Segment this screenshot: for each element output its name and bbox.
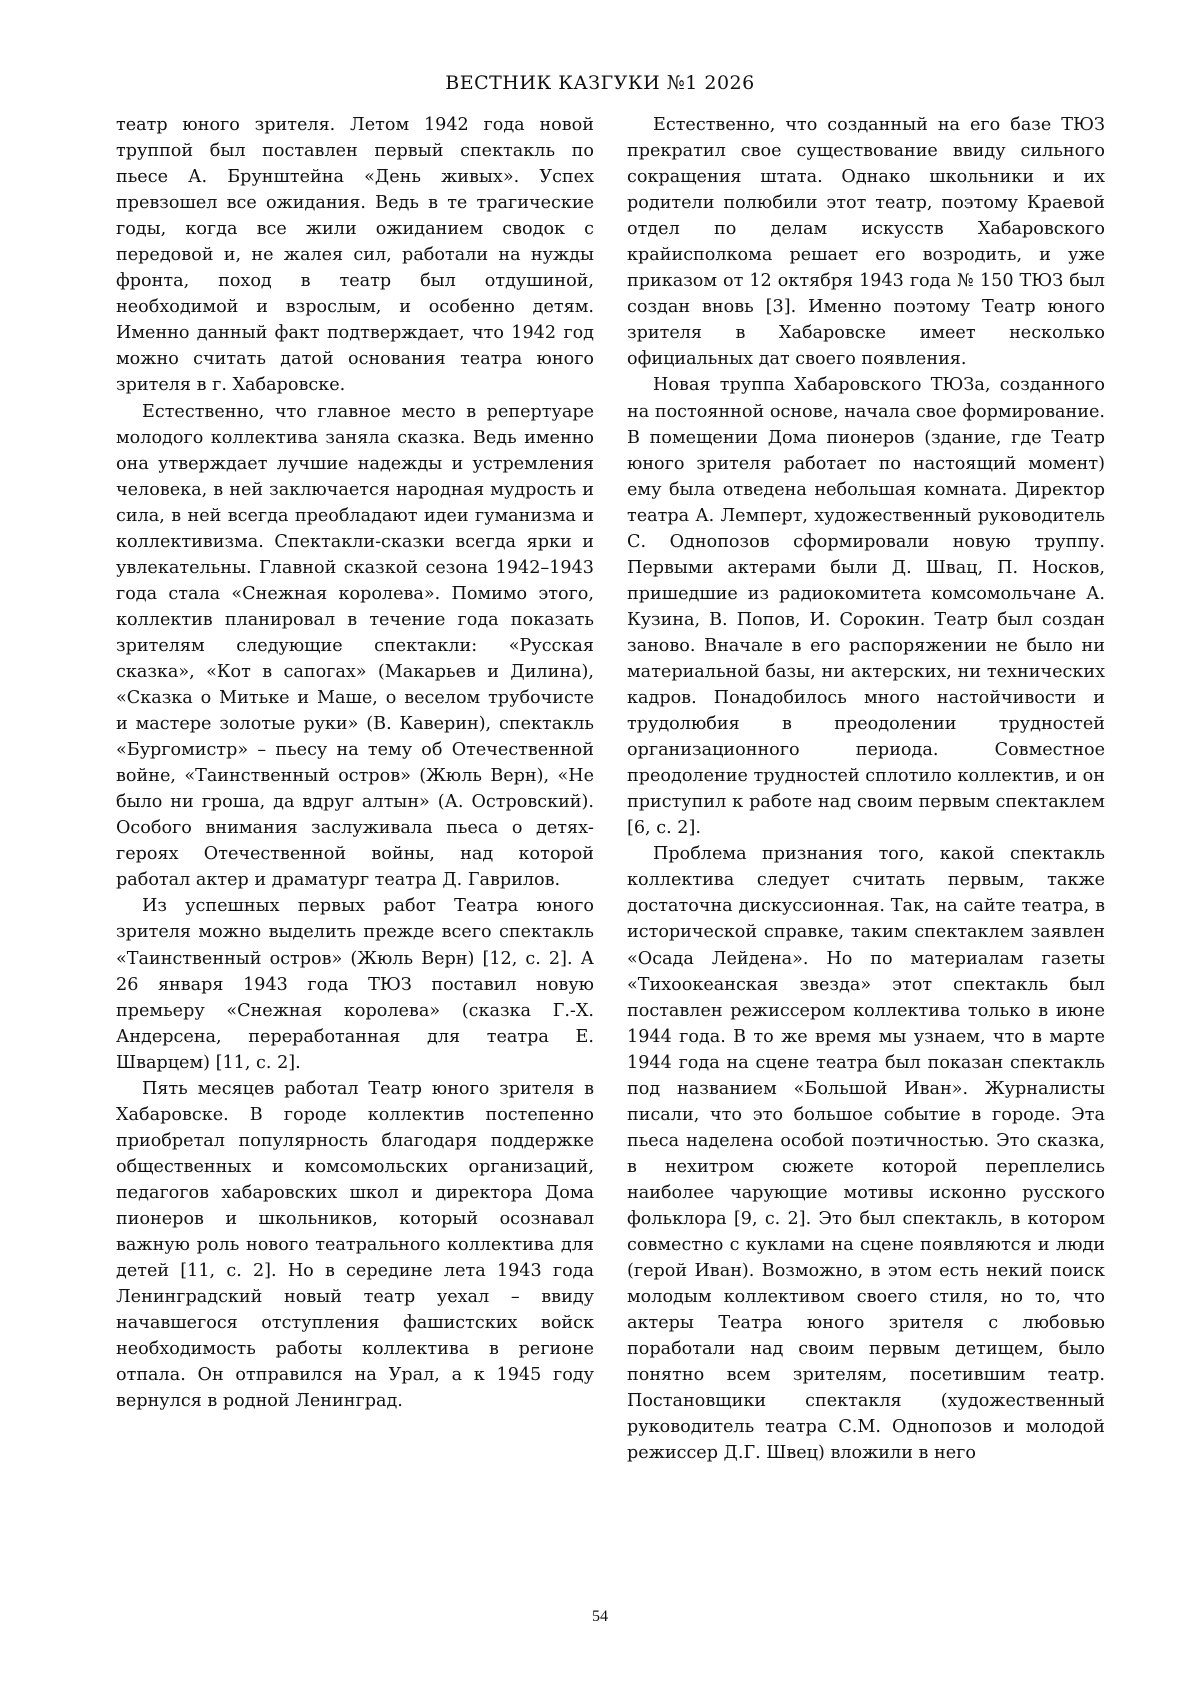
paragraph: Естественно, что главное место в репертуаре молодого коллектива заняла сказка. Ведь именно она утверждает лучшие надежды и устремления человека, в ней заключается народная мудрость и сила, в ней всегда преобладают идеи гуманизма и коллективизма. Спектакли-сказки всегда ярки и увлекательны. Главной сказкой сезона 1942–1943 года стала «Снежная королева». Помимо этого, коллектив планировал в течение года показать зрителям следующие спектакли: «Русская сказка», «Кот в сапогах» (Макарьев и Дилина), «Сказка о Митьке и Маше, о веселом трубочисте и мастере золотые руки» (В. Каверин), спектакль «Бургомистр» – пьесу на тему об Отечественной войне, «Таинственный остров» (Жюль Верн), «Не было ни гроша, да вдруг алтын» (А. Островский). Особого внимания заслуживала пьеса о детях-героях Отечественной войны, над которой работал актер и драматург театра Д. Гаврилов.: [116, 401, 594, 891]
paragraph: театр юного зрителя. Летом 1942 года новой труппой был поставлен первый спектакль по пьесе А. Брунштейна «День живых». Успех превзошел все ожидания. Ведь в те трагические годы, когда все жили ожиданием сводок с передовой и, не жалея сил, работали на нужды фронта, поход в театр был отдушиной, необходимой и взрослым, и особенно детям. Именно данный факт подтверждает, что 1942 год можно считать датой основания театра юного зрителя в г. Хабаровске.: [116, 115, 594, 396]
paragraph: Новая труппа Хабаровского ТЮЗа, созданного на постоянной основе, начала свое формирование. В помещении Дома пионеров (здание, где Театр юного зрителя работает по настоящий момент) ему была отведена небольшая комната. Директор театра А. Лемперт, художественный руководитель С. Однопозов сформировали новую труппу. Первыми актерами были Д. Швац, П. Носков, пришедшие из радиокомитета комсомольчане А. Кузина, В. Попов, И. Сорокин. Театр был создан заново. Вначале в его распоряжении не было ни материальной базы, ни актерских, ни технических кадров. Понадобилось много настойчивости и трудолюбия в преодолении трудностей организационного периода. Совместное преодоление трудностей сплотило коллектив, и он приступил к работе над своим первым спектаклем [6, с. 2].: [627, 375, 1105, 839]
paragraph: Пять месяцев работал Театр юного зрителя в Хабаровске. В городе коллектив постепенно приобретал популярность благодаря поддержке общественных и комсомольских организаций, педагогов хабаровских школ и директора Дома пионеров и школьников, который осознавал важную роль нового театрального коллектива для детей [11, с. 2]. Но в середине лета 1943 года Ленинградский новый театр уехал – ввиду начавшегося отступления фашистских войск необходимость работы коллектива в регионе отпала. Он отправился на Урал, а к 1945 году вернулся в родной Ленинград.: [116, 1078, 594, 1412]
left-column: [116, 112, 594, 1414]
paragraph: Из успешных первых работ Театра юного зрителя можно выделить прежде всего спектакль «Таинственный остров» (Жюль Верн) [12, с. 2]. А 26 января 1943 года ТЮЗ поставил новую премьеру «Снежная королева» (сказка Г.-Х. Андерсена, переработанная для театра Е. Шварцем) [11, с. 2].: [116, 896, 594, 1073]
paragraph: Естественно, что созданный на его базе ТЮЗ прекратил свое существование ввиду сильного сокращения штата. Однако школьники и их родители полюбили этот театр, поэтому Краевой отдел по делам искусств Хабаровского крайисполкома решает его возродить, и уже приказом от 12 октября 1943 года № 150 ТЮЗ был создан вновь [3]. Именно поэтому Театр юного зрителя в Хабаровске имеет несколько официальных дат своего появления.: [627, 115, 1105, 370]
paragraph: Проблема признания того, какой спектакль коллектива следует считать первым, также достаточна дискуссионная. Так, на сайте театра, в исторической справке, таким спектаклем заявлен «Осада Лейдена». Но по материалам газеты «Тихоокеанская звезда» этот спектакль был поставлен режиссером коллектива только в июне 1944 года. В то же время мы узнаем, что в марте 1944 года на сцене театра был показан спектакль под названием «Большой Иван». Журналисты писали, что это большое событие в городе. Эта пьеса наделена особой поэтичностью. Это сказка, в нехитром сюжете которой переплелись наиболее чарующие мотивы исконно русского фольклора [9, с. 2]. Это был спектакль, в котором совместно с куклами на сцене появляются и люди (герой Иван). Возможно, в этом есть некий поиск молодым коллективом своего стиля, но то, что актеры Театра юного зрителя с любовью поработали над своим первым детищем, было понятно всем зрителям, посетившим театр. Постановщики спектакля (художественный руководитель театра С.М. Однопозов и молодой режиссер Д.Г. Швец) вложили в него: [627, 844, 1105, 1464]
page-number: 54: [592, 1608, 608, 1625]
journal-header: ВЕСТНИК КАЗГУКИ №1 2026: [445, 72, 755, 94]
right-column: [627, 112, 1105, 1466]
